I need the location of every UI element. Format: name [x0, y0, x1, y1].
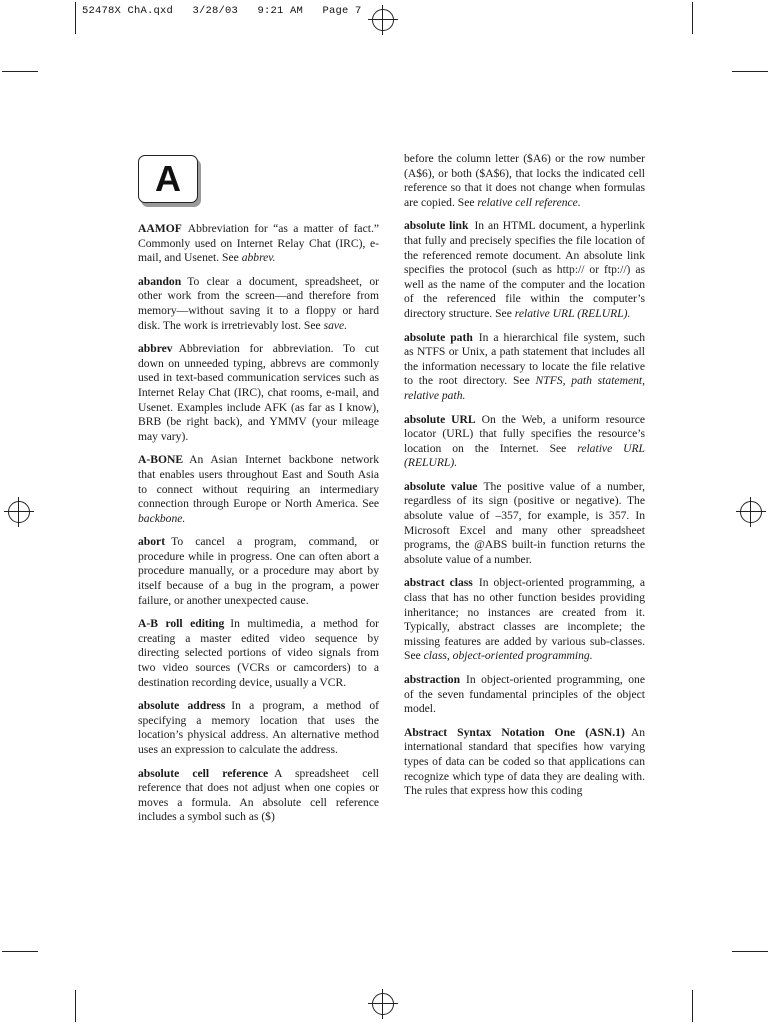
- glossary-entry: [404, 331, 645, 404]
- glossary-entry: [138, 453, 379, 526]
- entry-term: absolute address: [138, 699, 226, 713]
- cross-reference: relative URL (RELURL).: [404, 441, 646, 470]
- glossary-entry: [138, 617, 379, 690]
- left-column: [138, 222, 379, 834]
- registration-mark-icon: [736, 497, 766, 527]
- crop-mark: [75, 990, 76, 1022]
- glossary-entry: [404, 413, 645, 471]
- crop-mark: [692, 2, 693, 34]
- entry-definition: In a program, a method of specifying a memory location that uses the location’s physical address. An alternative method uses an expression to calculate the address.: [138, 699, 379, 756]
- entry-definition: In a hierarchical file system, such as NTFS or Unix, a path statement that includes all the information necessary to locate the file relative to the root directory. See: [404, 330, 645, 388]
- glossary-entry: [138, 699, 379, 757]
- crop-mark: [692, 990, 693, 1022]
- cross-reference: class, object-oriented programming.: [423, 649, 593, 663]
- glossary-entry: [404, 726, 645, 799]
- entry-term: abandon: [138, 274, 182, 288]
- glossary-entry: [404, 576, 645, 664]
- entry-term: abstraction: [404, 673, 461, 686]
- section-letter: A: [155, 158, 181, 199]
- entry-definition: A spreadsheet cell reference that does not adjust when one copies or moves a formula. An absolute cell reference includes a symbol such as ($): [138, 766, 380, 824]
- cross-reference: relative URL (RELURL).: [514, 306, 631, 320]
- entry-definition: In object-oriented programming, one of the seven fundamental principles of the object model.: [404, 673, 645, 716]
- entry-definition: In object-oriented programming, a class that has no other function besides providing inheritance; no instances are created from it. Typically, abstract classes are incomplete; the missing features are added by various sub-classes. See: [404, 576, 646, 663]
- glossary-entry: [404, 480, 645, 568]
- glossary-entry: [138, 342, 379, 444]
- print-slug: 52478X ChA.qxd 3/28/03 9:21 AM Page 7: [82, 5, 362, 17]
- glossary-entry: [138, 535, 379, 608]
- entry-term: abstract class: [404, 576, 473, 590]
- section-letter-tab: [138, 155, 198, 203]
- right-column: [404, 152, 645, 808]
- entry-term: absolute value: [404, 479, 478, 493]
- glossary-entry: [404, 673, 645, 717]
- entry-term: absolute URL: [404, 412, 476, 426]
- cross-reference: backbone.: [138, 511, 186, 525]
- crop-mark: [2, 71, 38, 72]
- entry-definition: On the Web, a uniform resource locator (URL) that fully specifies the resource’s location on the Internet. See: [404, 412, 646, 455]
- continued-text: before the column letter ($A6) or the row number (A$6), or both ($A$6), that locks the indicated cell reference so that it does not change when formulas are copied. See: [404, 152, 645, 209]
- registration-mark-icon: [368, 989, 398, 1019]
- entry-term: absolute link: [404, 219, 469, 233]
- entry-definition: In multimedia, a method for creating a master edited video sequence by directing selected portions of video signals from two video sources (VCRs or camcorders) to a destination recording device, usually a VCR.: [138, 617, 379, 689]
- registration-mark-icon: [368, 5, 398, 35]
- entry-term: abbrev: [138, 342, 173, 356]
- entry-term: abort: [138, 535, 166, 549]
- entry-definition: To clear a document, spreadsheet, or other work from the screen—and therefore from memory—without saving it to a floppy or hard disk. The work is irretrievably lost. See: [138, 274, 379, 332]
- cross-reference: save.: [323, 318, 348, 332]
- entry-term: A-BONE: [138, 453, 184, 467]
- cross-reference: abbrev.: [241, 251, 276, 265]
- glossary-entry: [138, 222, 379, 266]
- entry-definition: An Asian Internet backbone network that enables users throughout East and South Asia to connect without requiring an intermediary connection through Europe or North America. See: [138, 453, 379, 511]
- entry-definition: An international standard that specifies how varying types of data can be coded so that applications can recognize which type of data they are dealing with. The rules that express how this coding: [404, 725, 645, 798]
- entry-term: absolute cell reference: [138, 766, 269, 780]
- registration-mark-icon: [4, 497, 34, 527]
- entry-definition: Abbreviation for abbreviation. To cut down on unneeded typing, abbrevs are commonly used in text-based communication services such as Internet Relay Chat (IRC), chat rooms, e-mail, and Usenet. Examples include AFK (as far as I know), BRB (be right back), and YMMV (your mileage may vary).: [138, 342, 379, 443]
- entry-definition: In an HTML document, a hyperlink that fully and precisely specifies the file location of the referenced remote document. An absolute link specifies the protocol (such as http:// or ftp://) as well as the name of the computer and the location of the referenced file within the computer’s directory structure. See: [404, 219, 645, 320]
- entry-term: AAMOF: [138, 222, 182, 235]
- entry-term: A-B roll editing: [138, 617, 225, 631]
- entry-definition: To cancel a program, command, or procedure while in progress. One can often abort a procedure manually, or a procedure may abort by itself because of a bug in the program, a power failure, or another unexpected cause.: [138, 535, 379, 607]
- cross-reference: relative cell reference.: [477, 195, 581, 209]
- entry-term: Abstract Syntax Notation One (ASN.1): [404, 725, 625, 739]
- crop-mark: [732, 71, 768, 72]
- continued-entry: [404, 152, 645, 210]
- cross-reference: NTFS, path statement, relative path.: [404, 374, 646, 402]
- entry-term: absolute path: [404, 330, 473, 344]
- glossary-entry: [404, 219, 645, 321]
- glossary-entry: [138, 275, 379, 333]
- crop-mark: [732, 951, 768, 952]
- glossary-entry: [138, 767, 379, 825]
- crop-mark: [2, 951, 38, 952]
- entry-definition: Abbreviation for “as a matter of fact.” Commonly used on Internet Relay Chat (IRC), e-mail, and Usenet. See: [138, 222, 379, 265]
- crop-mark: [75, 2, 76, 34]
- right-entries: [404, 219, 645, 798]
- entry-definition: The positive value of a number, regardless of its sign (positive or negative). The absolute value of –357, for example, is 357. In Microsoft Excel and many other spreadsheet programs, the @ABS built-in function returns the absolute value of a number.: [404, 479, 645, 566]
